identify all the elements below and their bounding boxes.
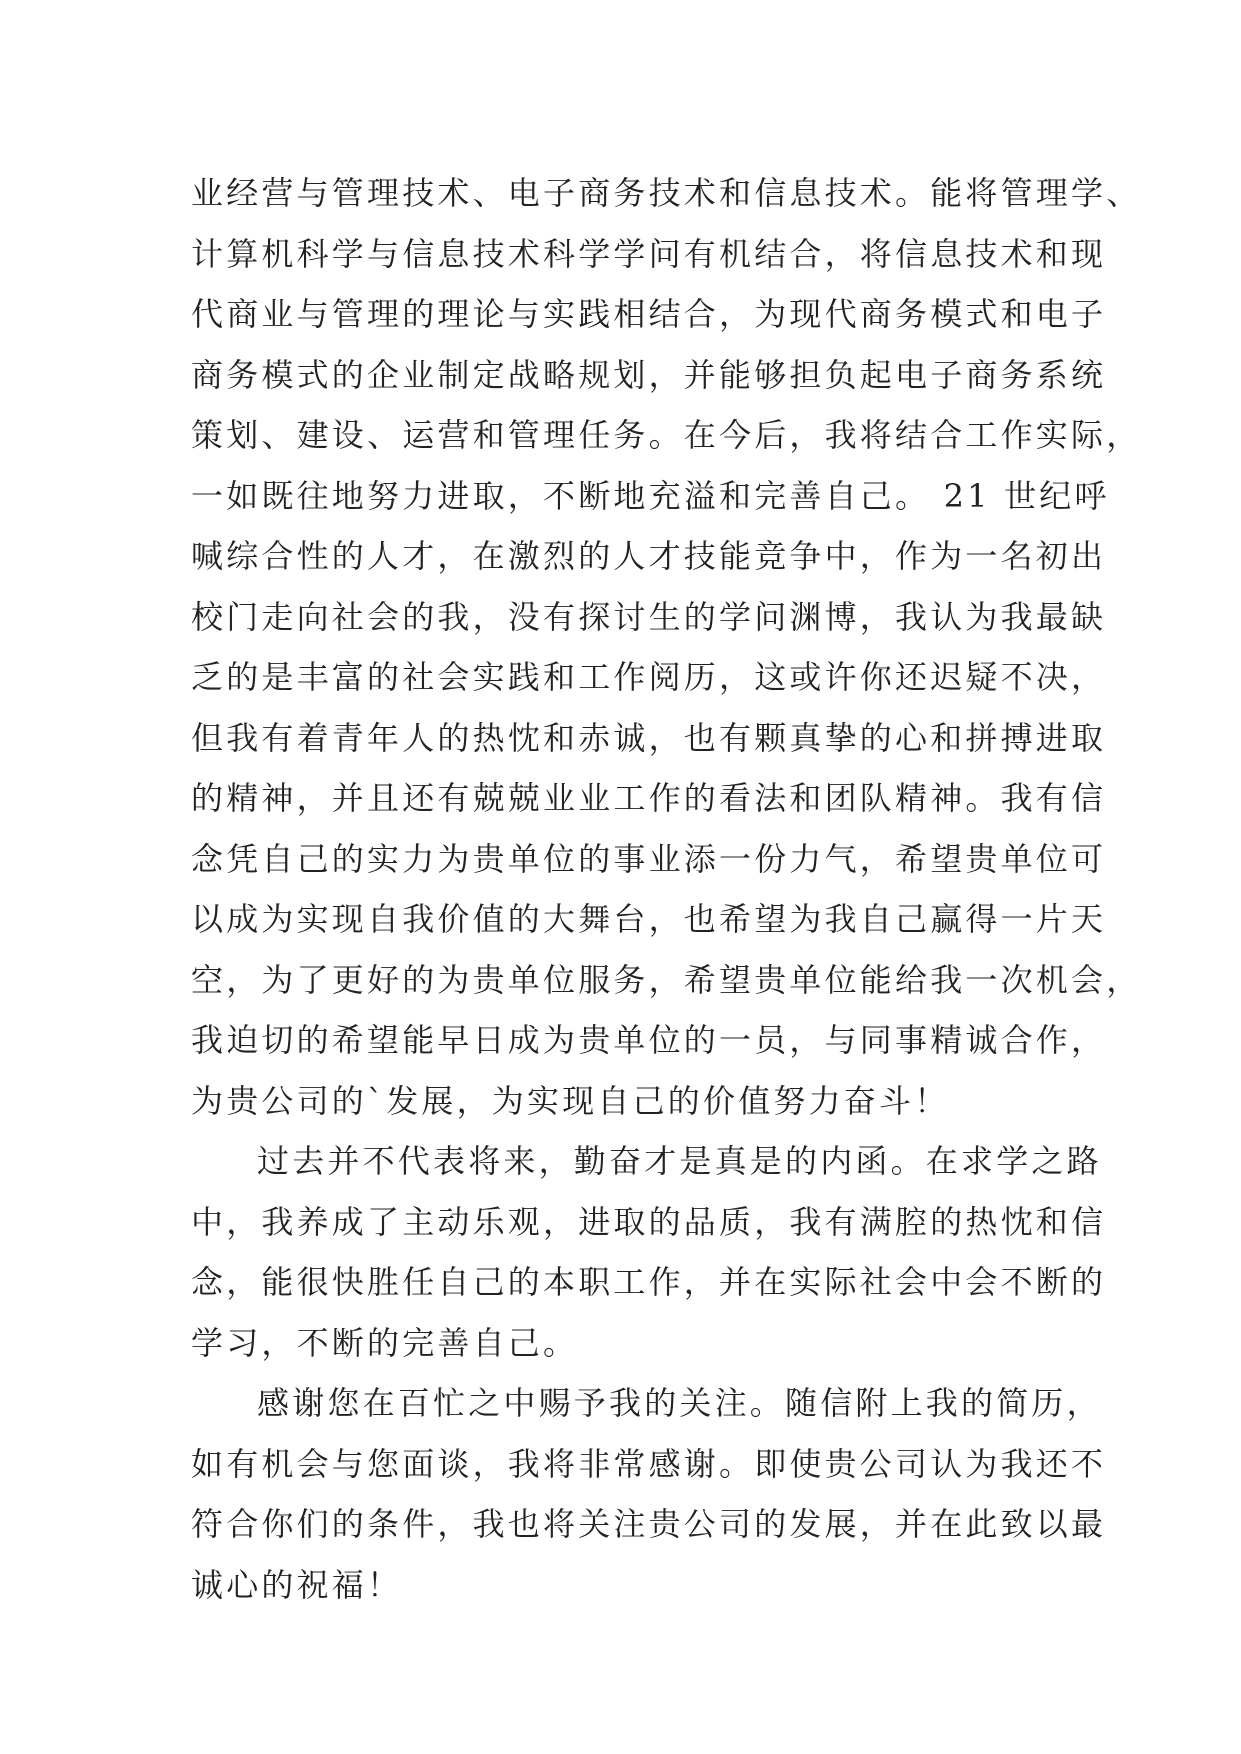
text-line: 计算机科学与信息技术科学学问有机结合，将信息技术和现 bbox=[191, 234, 1107, 273]
text-line: 中，我养成了主动乐观，进取的品质，我有满腔的热忱和信 bbox=[191, 1202, 1107, 1241]
text-line: 乏的是丰富的社会实践和工作阅历，这或许你还迟疑不决， bbox=[191, 658, 1107, 696]
text-line: 商务模式的企业制定战略规划，并能够担负起电子商务系统 bbox=[191, 355, 1107, 394]
text-line: 符合你们的条件，我也将关注贵公司的发展，并在此致以最 bbox=[191, 1505, 1107, 1543]
text-line: 喊综合性的人才，在激烈的人才技能竞争中，作为一名初出 bbox=[191, 537, 1107, 575]
text-line: 我迫切的希望能早日成为贵单位的一员，与同事精诚合作， bbox=[191, 1021, 1107, 1059]
text-line: 过去并不代表将来，勤奋才是真是的内函。在求学之路 bbox=[257, 1142, 1102, 1180]
text-line: 的精神，并且还有兢兢业业工作的看法和团队精神。我有信 bbox=[191, 779, 1107, 817]
text-line: 为贵公司的`发展，为实现自己的价值努力奋斗！ bbox=[191, 1081, 950, 1120]
text-line: 如有机会与您面谈，我将非常感谢。即使贵公司认为我还不 bbox=[191, 1444, 1107, 1483]
text-line: 一如既往地努力进取，不断地充溢和完善自己。 21 世纪呼 bbox=[191, 476, 1110, 515]
text-line: 但我有着青年人的热忱和赤诚，也有颗真挚的心和拼搏进取 bbox=[191, 718, 1107, 757]
text-line: 感谢您在百忙之中赐予我的关注。随信附上我的简历， bbox=[257, 1384, 1102, 1422]
text-line: 空，为了更好的为贵单位服务，希望贵单位能给我一次机会， bbox=[191, 960, 1142, 999]
text-line: 业经营与管理技术、电子商务技术和信息技术。能将管理学、 bbox=[191, 174, 1142, 212]
text-line: 学习，不断的完善自己。 bbox=[191, 1323, 579, 1362]
text-line: 念，能很快胜任自己的本职工作，并在实际社会中会不断的 bbox=[191, 1263, 1107, 1301]
text-line: 念凭自己的实力为贵单位的事业添一份力气，希望贵单位可 bbox=[191, 839, 1107, 878]
text-line: 策划、建设、运营和管理任务。在今后，我将结合工作实际， bbox=[191, 416, 1142, 454]
text-line: 诚心的祝福！ bbox=[191, 1565, 403, 1604]
text-line: 以成为实现自我价值的大舞台，也希望为我自己赢得一片天 bbox=[191, 900, 1107, 938]
letter-body bbox=[191, 163, 1142, 1615]
text-line: 校门走向社会的我，没有探讨生的学问渊博，我认为我最缺 bbox=[191, 597, 1107, 636]
text-line: 代商业与管理的理论与实践相结合，为现代商务模式和电子 bbox=[191, 295, 1107, 333]
